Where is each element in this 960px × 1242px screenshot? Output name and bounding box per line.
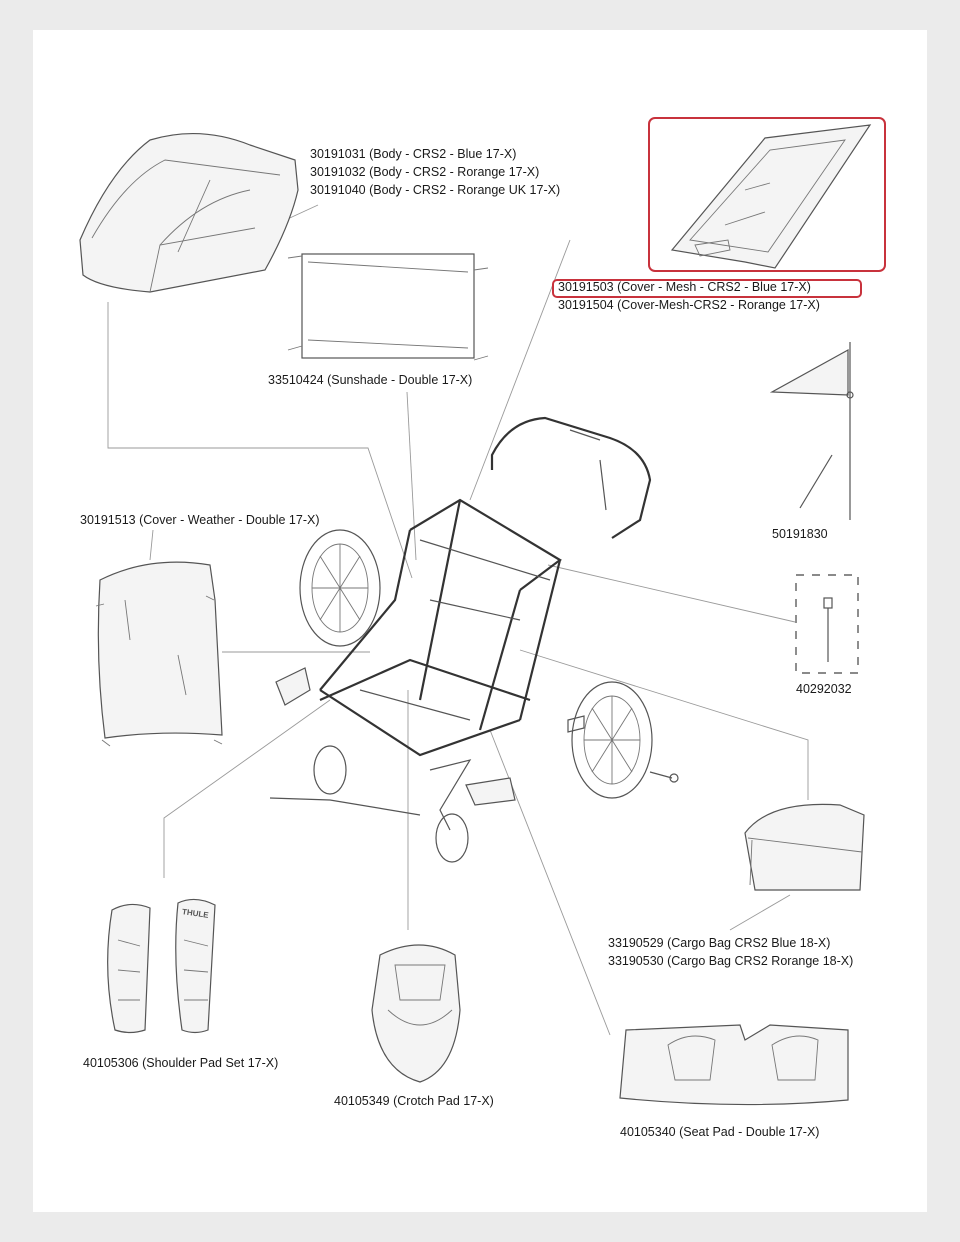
sunshade-label: 33510424 (Sunshade - Double 17-X)	[268, 373, 473, 387]
wheels-drawing	[276, 530, 678, 862]
pin-label: 40292032	[796, 682, 852, 696]
seat-pad-label: 40105340 (Seat Pad - Double 17-X)	[620, 1125, 820, 1139]
cover-mesh-highlight-box	[648, 117, 886, 272]
sunshade-drawing	[288, 254, 488, 360]
flag-label: 50191830	[772, 527, 828, 541]
body-label-1: 30191031 (Body - CRS2 - Blue 17-X)	[310, 147, 517, 161]
pin-drawing	[796, 575, 858, 673]
cover-mesh-label-1: 30191503 (Cover - Mesh - CRS2 - Blue 17-X)	[558, 280, 811, 294]
handlebar-drawing	[492, 418, 650, 538]
cover-weather-label: 30191513 (Cover - Weather - Double 17-X)	[80, 513, 320, 527]
shoulder-pad-label: 40105306 (Shoulder Pad Set 17-X)	[83, 1056, 279, 1070]
cargo-bag-label-2: 33190530 (Cargo Bag CRS2 Rorange 18-X)	[608, 954, 854, 968]
body-label-3: 30191040 (Body - CRS2 - Rorange UK 17-X)	[310, 183, 561, 197]
weather-cover-drawing	[96, 562, 222, 746]
crotch-pad-drawing	[372, 945, 460, 1082]
seat-pad-drawing	[620, 1025, 848, 1105]
body-label-2: 30191032 (Body - CRS2 - Rorange 17-X)	[310, 165, 540, 179]
cover-mesh-label-2: 30191504 (Cover-Mesh-CRS2 - Rorange 17-X)	[558, 298, 820, 312]
flag-drawing	[772, 342, 853, 520]
body-part-drawing	[80, 134, 298, 292]
cargo-bag-label-1: 33190529 (Cargo Bag CRS2 Blue 18-X)	[608, 936, 831, 950]
brand-mark-text: THULE	[181, 907, 210, 920]
cargo-bag-drawing	[745, 804, 864, 890]
crotch-pad-label: 40105349 (Crotch Pad 17-X)	[334, 1094, 494, 1108]
